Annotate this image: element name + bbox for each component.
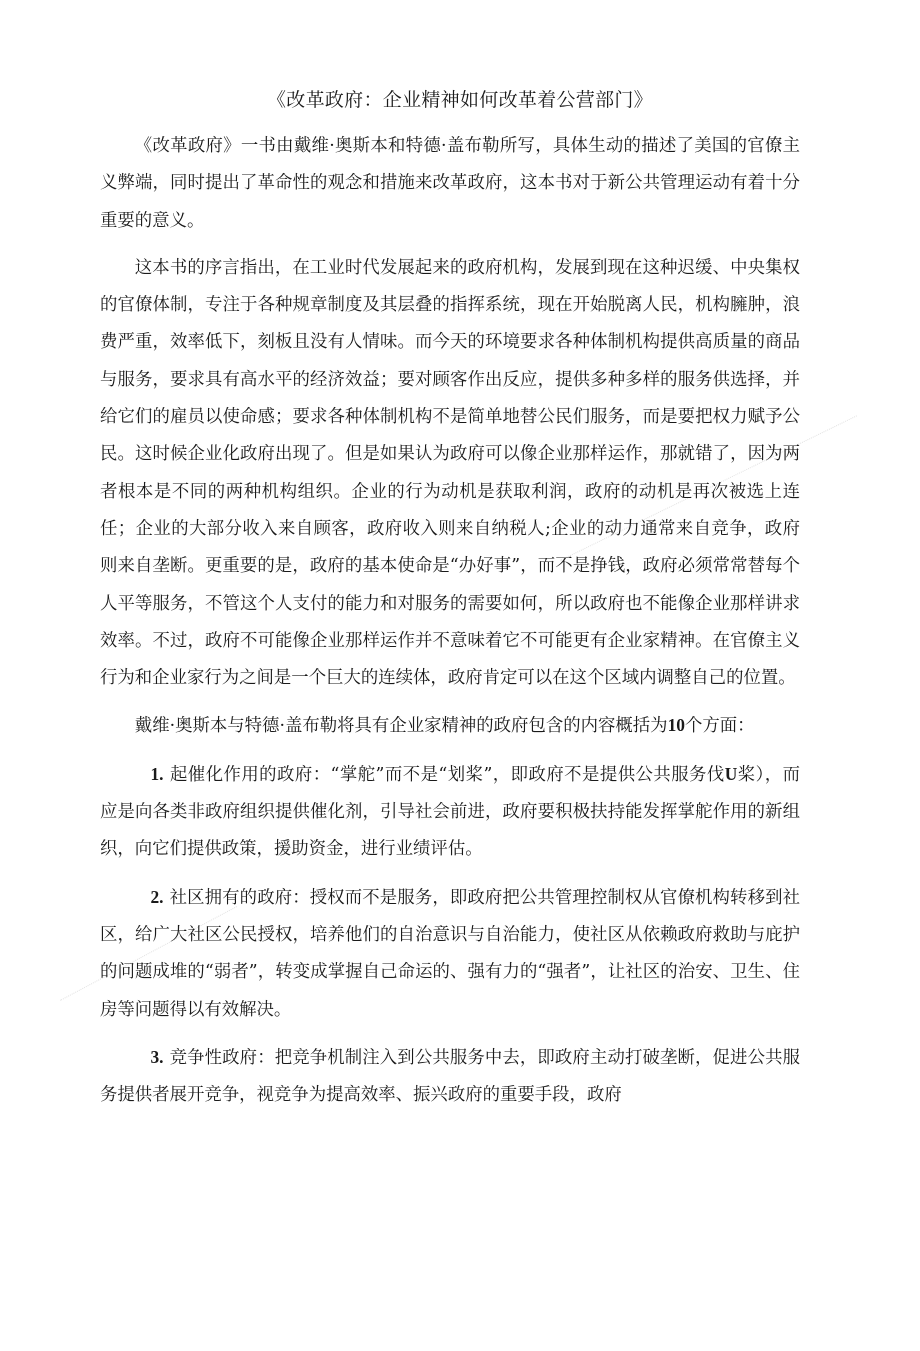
paragraph-text: 这本书的序言指出，在工业时代发展起来的政府机构，发展到现在这种迟缓、中央集权的官僚体制，专注于各种规章制度及其层叠的指挥系统，现在开始脱离人民，机构臃肿，浪费严重，效率低下，刻板且没有人情味。而今天的环境要求各种体制机构提供高质量的商品与服务，要求具有高水平的经济效益；要对顾客作出反应，提供多种多样的服务供选择，并给它们的雇员以使命感；要求各种体制机构不是简单地替公民们服务，而是要把权力赋予公民。这时候企业化政府出现了。但是如果认为政府可以像企业那样运作，那就错了，因为两者根本是不同的两种机构组织。企业的行为动机是获取利润，政府的动机是再次被选上连任；企业的大部分收入来自顾客，政府收入则来自纳税人;企业的动力通常来自竞争，政府则来自垄断。更重要的是，政府的基本使命是“办好事”，而不是挣钱，政府必须常常替每个人平等服务，不管这个人支付的能力和对服务的需要如何，所以政府也不能像企业那样讲求效率。不过，政府不可能像企业那样运作并不意味着它不可能更有企业家精神。在官僚主义行为和企业家行为之间是一个巨大的连续体，政府肯定可以在这个区域内调整自己的位置。 xyxy=(100,257,800,689)
document-title: 《改革政府：企业精神如何改革着公营部门》 xyxy=(266,89,653,111)
list-item-number: 3. xyxy=(150,1046,164,1067)
paragraph-text-end: 个方面： xyxy=(684,716,755,737)
paragraph-text: 《改革政府》一书由戴维·奥斯本和特德·盖布勒所写，具体生动的描述了美国的官僚主义弊端，同时提出了革命性的观念和措施来改革政府，这本书对于新公共管理运动有着十分重要的意义。 xyxy=(100,136,800,231)
list-item xyxy=(100,879,800,1029)
list-item-text: 起催化作用的政府：“掌舵”而不是“划桨”，即政府不是提供公共服务伐 xyxy=(169,764,725,785)
list-item-number: 2. xyxy=(150,886,164,907)
paragraph xyxy=(100,707,800,745)
paragraph-bold-number: 10 xyxy=(667,715,685,736)
list-item-text: 社区拥有的政府：授权而不是服务，即政府把公共管理控制权从官僚机构转移到社区，给广大社区公民授权，培养他们的自治意识与自治能力，使社区从依赖政府救助与庇护的问题成堆的“弱者”，转变成掌握自己命运的、强有力的“强者”，让社区的治安、卫生、住房等问题得以有效解决。 xyxy=(100,887,800,1020)
paragraph-text: 戴维·奥斯本与特德·盖布勒将具有企业家精神的政府包含的内容概括为 xyxy=(134,716,668,737)
list-item-number: 1. xyxy=(150,763,164,784)
document-body xyxy=(100,128,800,1124)
list-item-text-end: 桨），而应是向各类非政府组织提供催化剂，引导社会前进，政府要积极扶持能发挥掌舵作用的新组织，向它们提供政策，援助资金，进行业绩评估。 xyxy=(100,764,800,860)
list-item-text: 竞争性政府：把竞争机制注入到公共服务中去，即政府主动打破垄断，促进公共服务提供者展开竞争，视竞争为提高效率、振兴政府的重要手段，政府 xyxy=(100,1047,800,1106)
paragraph xyxy=(100,128,800,240)
list-item xyxy=(100,1039,800,1115)
list-item xyxy=(100,756,800,869)
list-item-bold: U xyxy=(724,763,738,784)
paragraph xyxy=(100,250,800,698)
